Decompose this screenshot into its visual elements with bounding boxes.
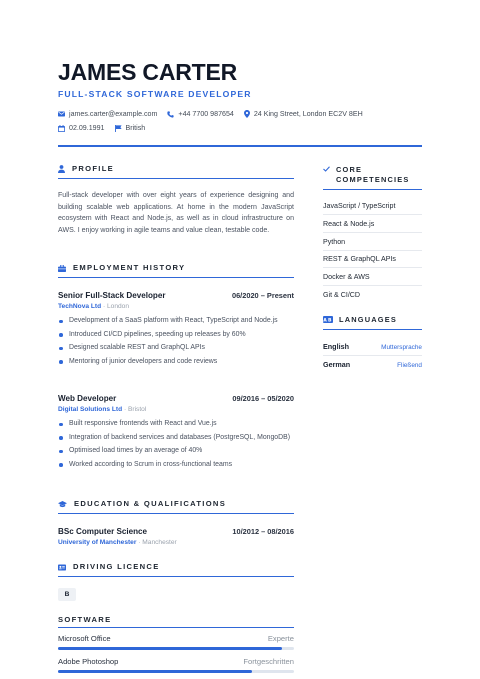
job-entry (58, 393, 294, 473)
language-icon (323, 316, 333, 323)
birthdate-text: 02.09.1991 (69, 124, 105, 132)
list-item: Designed scalable REST and GraphQL APIs (58, 343, 294, 353)
job-position: Senior Full-Stack Developer (58, 291, 166, 300)
nationality-text: British (125, 124, 146, 132)
software-name: Microsoft Office (58, 634, 111, 643)
contact-phone[interactable] (167, 109, 233, 119)
list-item: Integration of backend services and databases (PostgreSQL, MongoDB) (58, 433, 294, 443)
id-card-icon (58, 564, 66, 571)
profile-rule (58, 178, 294, 179)
licence-heading: DRIVING LICENCE (58, 562, 160, 572)
candidate-name: JAMES CARTER (58, 59, 238, 85)
competency-item: REST & GraphQL APIs (323, 255, 396, 263)
education-heading: EDUCATION & QUALIFICATIONS (58, 499, 226, 509)
employment-rule (58, 277, 294, 278)
email-text: james.carter@example.com (69, 110, 158, 118)
competency-divider (323, 267, 422, 268)
list-item: Development of a SaaS platform with React, TypeScript and Node.js (58, 316, 294, 326)
contact-nationality (115, 123, 146, 133)
competency-item: Docker & AWS (323, 273, 370, 281)
education-rule (58, 513, 294, 514)
calendar-icon (58, 125, 65, 132)
competency-divider (323, 285, 422, 286)
competency-item: JavaScript / TypeScript (323, 202, 396, 210)
languages-rule (323, 329, 422, 330)
job-bullets (58, 419, 294, 470)
software-rule (58, 627, 294, 628)
address-text: 24 King Street, London EC2V 8EH (253, 110, 363, 118)
email-icon (58, 111, 65, 117)
job-position: Web Developer (58, 394, 117, 403)
location-pin-icon (244, 110, 250, 118)
school-name: University of Manchester (58, 539, 137, 546)
flag-icon (115, 125, 122, 132)
software-item (58, 657, 294, 667)
language-name: English (323, 342, 349, 351)
profile-heading: PROFILE (58, 164, 114, 174)
list-item: Optimised load times by an average of 40% (58, 446, 294, 456)
language-name: German (323, 360, 351, 369)
competency-divider (323, 250, 422, 251)
competency-item: Git & CI/CD (323, 291, 361, 299)
employer-name: Digital Solutions Ltd (58, 406, 123, 413)
job-dates: 09/2016 – 05/2020 (232, 394, 294, 403)
checkmark-icon (323, 166, 330, 172)
education-dates: 10/2012 – 08/2016 (232, 527, 294, 536)
job-dates: 06/2020 – Present (231, 291, 294, 300)
software-level-bar (58, 670, 294, 673)
software-level: Fortgeschritten (243, 657, 294, 666)
graduation-cap-icon (58, 501, 67, 508)
svg-text:AB: AB (323, 318, 333, 323)
software-level: Experte (267, 634, 294, 643)
header-divider (58, 145, 422, 147)
software-level-bar (58, 647, 294, 650)
list-item: Built responsive frontends with React and Vue.js (58, 419, 294, 429)
education-entry (58, 526, 294, 548)
competency-item: Python (323, 238, 346, 246)
job-title: FULL-STACK SOFTWARE DEVELOPER (58, 89, 252, 99)
employer-name: TechNova Ltd (58, 303, 102, 310)
employer-location: · London (102, 303, 129, 310)
language-level: Fließend (397, 362, 422, 369)
software-level-fill (58, 647, 282, 650)
language-level: Muttersprache (381, 344, 422, 351)
person-icon (58, 165, 65, 173)
licence-badge: B (58, 588, 76, 601)
degree-name: BSc Computer Science (58, 527, 148, 536)
job-bullets (58, 316, 294, 367)
software-heading: SOFTWARE (58, 615, 112, 624)
school-location: · Manchester (138, 539, 177, 546)
language-item (323, 360, 422, 371)
software-item (58, 634, 294, 644)
profile-summary: Full-stack developer with over eight years of experience designing and building scalable web applications. At home in the modern JavaScript ecosystem with React and Node.js, as well as in cloud infrastructure on AWS. I enjoy working in agile teams and value clean, testable code. (58, 192, 294, 234)
contact-email[interactable] (58, 109, 157, 119)
competencies-heading: CORE COMPETENCIES (323, 165, 410, 185)
contact-info (58, 109, 430, 137)
employer-location: · Bristol (123, 406, 147, 413)
briefcase-icon (58, 265, 66, 272)
licence-rule (58, 576, 294, 577)
language-divider (323, 355, 422, 356)
job-entry (58, 290, 294, 370)
list-item: Mentoring of junior developers and code reviews (58, 357, 294, 367)
competency-item: React & Node.js (323, 220, 375, 228)
contact-address (244, 109, 363, 119)
languages-heading: AB LANGUAGES (323, 315, 398, 324)
software-level-fill (58, 670, 252, 673)
competency-divider (323, 214, 422, 215)
competency-divider (323, 232, 422, 233)
language-item (323, 342, 422, 353)
contact-birthdate (58, 123, 105, 133)
phone-text: +44 7700 987654 (178, 110, 234, 118)
list-item: Introduced CI/CD pipelines, speeding up releases by 60% (58, 330, 294, 340)
employment-heading: EMPLOYMENT HISTORY (58, 263, 185, 273)
competencies-rule (323, 189, 422, 190)
phone-icon (167, 111, 174, 118)
list-item: Worked according to Scrum in cross-functional teams (58, 460, 294, 470)
software-name: Adobe Photoshop (58, 657, 119, 666)
